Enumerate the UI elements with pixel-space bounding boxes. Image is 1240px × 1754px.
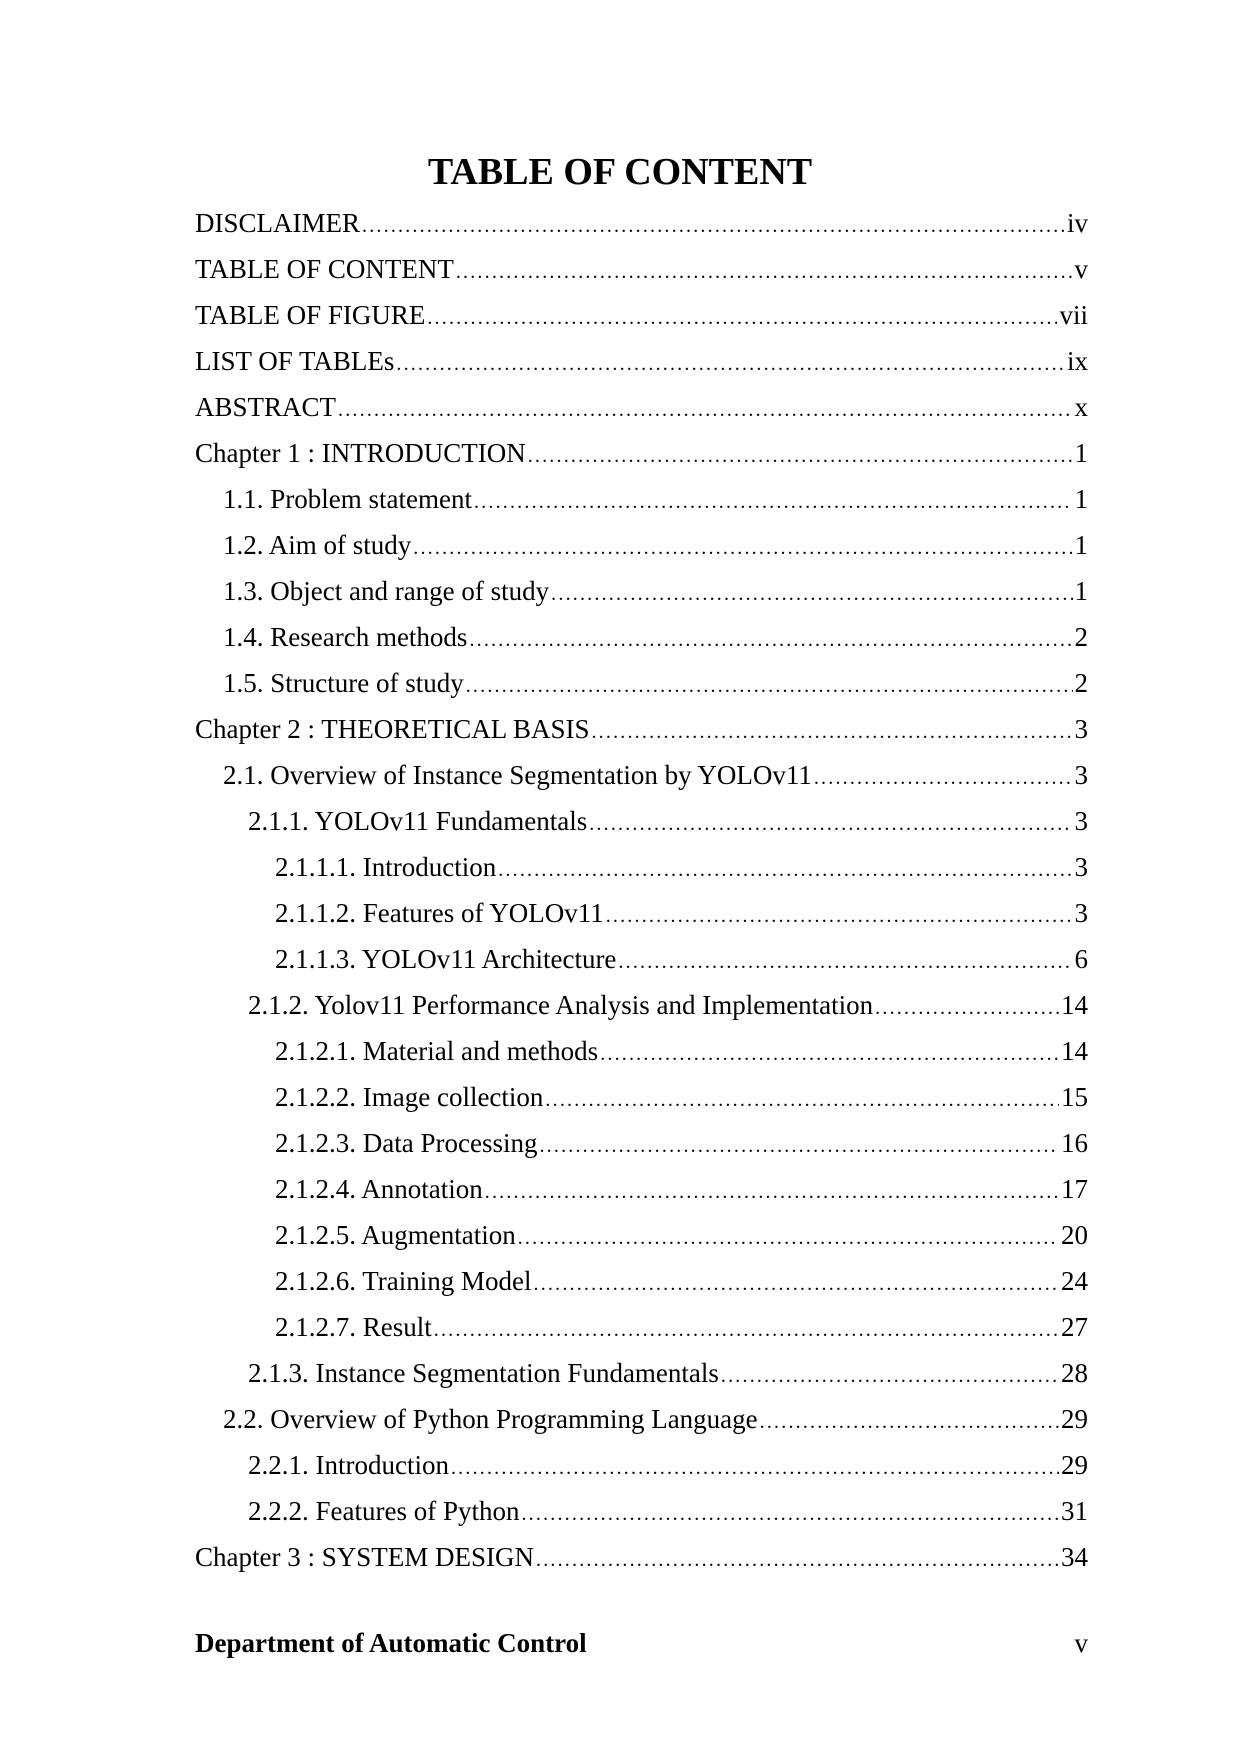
toc-entry-label: 1.1. Problem statement (223, 484, 472, 514)
toc-entry-label: 2.1.3. Instance Segmentation Fundamentals (248, 1358, 719, 1388)
toc-entry-page: 31 (1061, 1496, 1088, 1526)
toc-entry[interactable] (195, 1488, 1088, 1534)
toc-entry-label: 1.4. Research methods (223, 622, 468, 652)
toc-entry-page: x (1074, 392, 1088, 422)
toc-entry[interactable] (195, 1258, 1088, 1304)
dot-leader (618, 939, 1072, 982)
toc-entry-page: 3 (1074, 806, 1088, 836)
dot-leader (466, 663, 1073, 706)
toc-entry[interactable] (195, 844, 1088, 890)
toc-entry-page: 29 (1061, 1404, 1088, 1434)
dot-leader (721, 1353, 1059, 1396)
toc-entry[interactable] (195, 1442, 1088, 1488)
dot-leader (485, 1169, 1059, 1212)
toc-entry[interactable] (195, 338, 1088, 384)
dot-leader (760, 1399, 1059, 1442)
dot-leader (521, 1491, 1059, 1534)
toc-entry-label: DISCLAIMER (195, 208, 361, 238)
dot-leader (589, 801, 1072, 844)
toc-entry-label: TABLE OF FIGURE (195, 300, 426, 330)
toc-entry-label: 2.2.2. Features of Python (248, 1496, 520, 1526)
toc-entry-label: 2.1.2.5. Augmentation (275, 1220, 516, 1250)
toc-entry-page: vii (1059, 300, 1088, 330)
dot-leader (875, 985, 1059, 1028)
toc-entry-page: 1 (1074, 484, 1088, 514)
toc-entry[interactable] (195, 1534, 1088, 1580)
toc-entry-label: 1.2. Aim of study (223, 530, 412, 560)
dot-leader (338, 387, 1072, 430)
toc-entry[interactable] (195, 752, 1088, 798)
toc-entry-page: 3 (1074, 898, 1088, 928)
toc-entry[interactable] (195, 384, 1088, 430)
toc-entry-page: 28 (1061, 1358, 1088, 1388)
toc-entry[interactable] (195, 476, 1088, 522)
toc-entry[interactable] (195, 246, 1088, 292)
toc-entry-page: 34 (1061, 1542, 1088, 1572)
dot-leader (591, 709, 1072, 752)
toc-entry-label: ABSTRACT (195, 392, 337, 422)
toc-entry-page: 29 (1061, 1450, 1088, 1480)
dot-leader (518, 1215, 1059, 1258)
dot-leader (498, 847, 1072, 890)
toc-entry-page: iv (1066, 208, 1088, 238)
toc-entry-label: 1.5. Structure of study (223, 668, 464, 698)
toc-entry-label: 2.2. Overview of Python Programming Language (223, 1404, 758, 1434)
toc-entry[interactable] (195, 1350, 1088, 1396)
dot-leader (545, 1077, 1059, 1120)
toc-entry-page: 3 (1074, 760, 1088, 790)
dot-leader (469, 617, 1072, 660)
toc-entry-label: Chapter 1 : INTRODUCTION (195, 438, 526, 468)
dot-leader (456, 249, 1073, 292)
dot-leader (474, 479, 1073, 522)
toc-entry[interactable] (195, 890, 1088, 936)
toc-entry-label: 1.3. Object and range of study (223, 576, 550, 606)
toc-entry[interactable] (195, 1120, 1088, 1166)
toc-entry-label: Chapter 2 : THEORETICAL BASIS (195, 714, 590, 744)
dot-leader (427, 295, 1057, 338)
toc-entry-label: TABLE OF CONTENT (195, 254, 454, 284)
dot-leader (362, 203, 1065, 246)
toc-entry[interactable] (195, 568, 1088, 614)
toc-entry[interactable] (195, 200, 1088, 246)
toc-entry[interactable] (195, 292, 1088, 338)
toc-entry-page: 1 (1074, 530, 1088, 560)
toc-entry-page: 6 (1074, 944, 1088, 974)
toc-entry-page: 3 (1074, 852, 1088, 882)
toc-entry-label: 2.1.2. Yolov11 Performance Analysis and Implementation (248, 990, 874, 1020)
dot-leader (434, 1307, 1059, 1350)
toc-entry-label: 2.1.1. YOLOv11 Fundamentals (248, 806, 588, 836)
toc-entry[interactable] (195, 1028, 1088, 1074)
toc-entry-page: 27 (1061, 1312, 1088, 1342)
toc-entry-page: 3 (1074, 714, 1088, 744)
dot-leader (451, 1445, 1059, 1488)
toc-entry-label: 2.1.2.6. Training Model (275, 1266, 532, 1296)
dot-leader (814, 755, 1073, 798)
toc-entry-label: 2.1.2.2. Image collection (275, 1082, 544, 1112)
dot-leader (528, 433, 1073, 476)
dot-leader (536, 1537, 1059, 1580)
toc-entry-label: Chapter 3 : SYSTEM DESIGN (195, 1542, 534, 1572)
toc-entry[interactable] (195, 430, 1088, 476)
toc-entry-page: 1 (1074, 438, 1088, 468)
toc-entry-label: 2.1.1.3. YOLOv11 Architecture (275, 944, 617, 974)
toc-entry[interactable] (195, 798, 1088, 844)
toc-entry-page: 24 (1061, 1266, 1088, 1296)
page-footer (195, 1628, 1088, 1659)
toc-entry[interactable] (195, 1074, 1088, 1120)
dot-leader (606, 893, 1073, 936)
toc-entry-page: 14 (1061, 990, 1088, 1020)
toc-entry-page: 1 (1074, 576, 1088, 606)
toc-entry-label: 2.1.2.3. Data Processing (275, 1128, 538, 1158)
toc-entry-page: 15 (1061, 1082, 1088, 1112)
toc-entry-label: 2.1.2.4. Annotation (275, 1174, 483, 1204)
page-title: TABLE OF CONTENT (427, 151, 813, 193)
dot-leader (534, 1261, 1059, 1304)
dot-leader (396, 341, 1065, 384)
dot-leader (551, 571, 1072, 614)
dot-leader (600, 1031, 1059, 1074)
toc-entry[interactable] (195, 1304, 1088, 1350)
toc-entry[interactable] (195, 1212, 1088, 1258)
toc-entry-label: 2.2.1. Introduction (248, 1450, 449, 1480)
toc-entry[interactable] (195, 1396, 1088, 1442)
toc-entry-page: v (1074, 254, 1088, 284)
department-name: Department of Automatic Control (195, 1628, 587, 1658)
toc-entry[interactable] (195, 614, 1088, 660)
toc-entry-label: 2.1.2.7. Result (275, 1312, 432, 1342)
toc-entry-page: ix (1066, 346, 1088, 376)
toc-entry-label: 2.1.2.1. Material and methods (275, 1036, 599, 1066)
dot-leader (413, 525, 1072, 568)
toc-entry[interactable] (195, 660, 1088, 706)
toc-entry-page: 2 (1074, 668, 1088, 698)
toc-entry-page: 20 (1061, 1220, 1088, 1250)
toc-entry-label: 2.1.1.1. Introduction (275, 852, 497, 882)
dot-leader (539, 1123, 1059, 1166)
toc-entry-page: 14 (1061, 1036, 1088, 1066)
toc-entry[interactable] (195, 706, 1088, 752)
table-of-contents (195, 200, 1088, 1580)
toc-entry[interactable] (195, 522, 1088, 568)
toc-entry-page: 16 (1061, 1128, 1088, 1158)
toc-entry-label: LIST OF TABLEs (195, 346, 395, 376)
toc-entry-page: 2 (1074, 622, 1088, 652)
toc-entry-page: 17 (1061, 1174, 1088, 1204)
toc-entry[interactable] (195, 1166, 1088, 1212)
toc-entry-label: 2.1.1.2. Features of YOLOv11 (275, 898, 604, 928)
toc-entry[interactable] (195, 982, 1088, 1028)
toc-entry-label: 2.1. Overview of Instance Segmentation by YOLOv11 (223, 760, 812, 790)
toc-entry[interactable] (195, 936, 1088, 982)
page-number: v (1074, 1628, 1088, 1658)
